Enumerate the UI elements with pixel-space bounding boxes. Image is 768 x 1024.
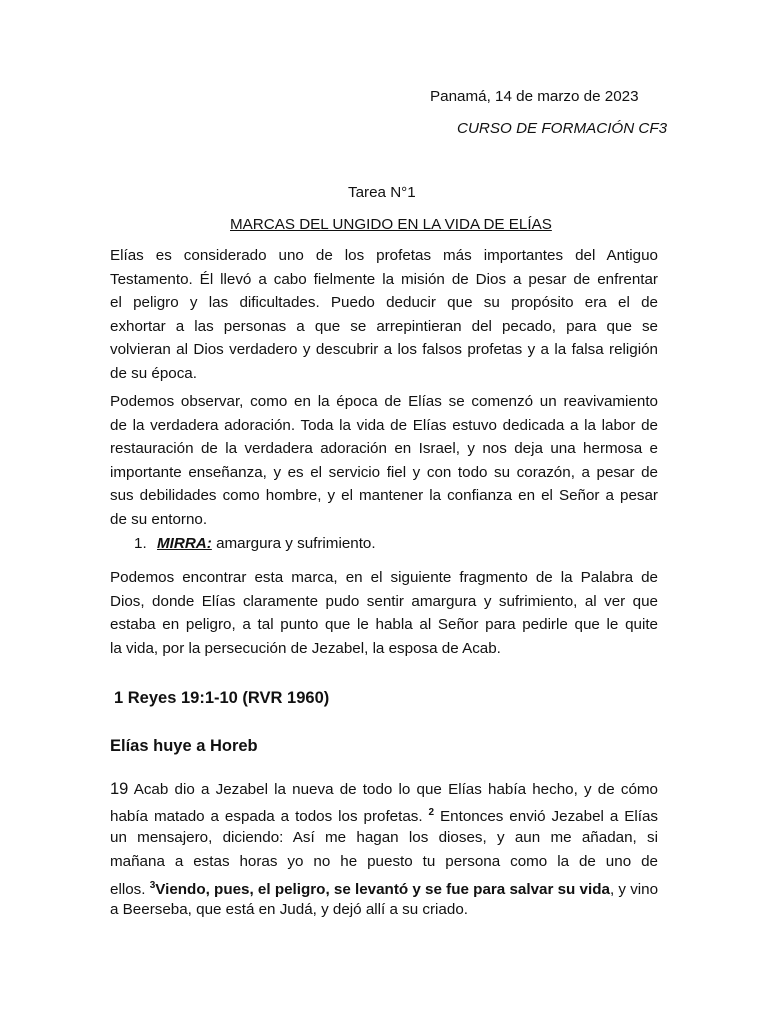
passage-subtitle: Elías huye a Horeb <box>110 737 258 755</box>
paragraph-line: restauración de la verdadera adoración en Israel, y nos deja una hermosa e <box>110 440 658 457</box>
paragraph-line: Dios, donde Elías claramente pudo sentir amargura y sufrimiento, al ver que <box>110 592 658 610</box>
verse-number: 3 <box>149 880 156 892</box>
bible-passage <box>110 777 658 923</box>
paragraph-line: de la verdadera adoración. Toda la vida de Elías estuvo dedicada a la labor de <box>110 416 658 434</box>
highlighted-verse: Viendo, pues, el peligro, se levantó y se fue para salvar su vida <box>155 881 610 899</box>
paragraph-line: Podemos observar, como en la época de Elías se comenzó un reavivamiento <box>110 393 658 410</box>
paragraph-line: exhortar a las personas a que se arrepintieran del pecado, para que se <box>110 317 658 335</box>
verse-number: 2 <box>428 807 435 819</box>
course-name: CURSO DE FORMACIÓN CF3 <box>457 120 668 137</box>
task-label: Tarea N°1 <box>348 184 416 201</box>
paragraph-intro <box>110 244 658 385</box>
chapter-number: 19 <box>110 780 129 798</box>
paragraph-line: Testamento. Él llevó a cabo fielmente la misión de Dios a pesar de enfrentar <box>110 270 658 288</box>
paragraph-revival <box>110 390 658 531</box>
list-number: 1. <box>134 535 147 552</box>
passage-line: a Beerseba, que está en Judá, y dejó allí a su criado. <box>110 901 468 919</box>
paragraph-line: estaba en peligro, a tal punto que le habla al Señor para pedirle que le quite <box>110 616 658 634</box>
paragraph-line: de su época. <box>110 364 197 382</box>
paragraph-line: volvieran al Dios verdadero y descubrir a los falsos profetas y a la falsa religión <box>110 341 658 358</box>
passage-line: mañana a estas horas yo no he puesto tu persona como la de uno de <box>110 852 658 870</box>
passage-line: había matado a espada a todos los profetas. $^2$ Entonces envió Jezabel a Elías <box>110 807 658 826</box>
paragraph-mark <box>110 566 658 661</box>
list-item-mirra <box>134 535 376 552</box>
document-date: Panamá, 14 de marzo de 2023 <box>430 88 639 105</box>
paragraph-line: Elías es considerado uno de los profetas más importantes del Antiguo <box>110 247 658 264</box>
bible-reference: 1 Reyes 19:1-10 (RVR 1960) <box>114 689 330 707</box>
paragraph-line: sus debilidades como hombre, y el mantener la confianza en el Señor a pesar <box>110 487 658 504</box>
paragraph-line: la vida, por la persecución de Jezabel, la esposa de Acab. <box>110 640 501 658</box>
paragraph-line: importante enseñanza, y es el servicio fiel y con todo su corazón, a pesar de <box>110 463 658 481</box>
document-title: MARCAS DEL UNGIDO EN LA VIDA DE ELÍAS <box>230 216 552 233</box>
paragraph-line: el peligro y las dificultades. Puedo deducir que su propósito era el de <box>110 294 658 311</box>
passage-line: un mensajero, diciendo: Así me hagan los dioses, y aun me añadan, si <box>110 828 658 846</box>
passage-line: 19 Acab dio a Jezabel la nueva de todo lo que Elías había hecho, y de cómo <box>110 780 658 798</box>
list-keyword: MIRRA: <box>157 535 212 552</box>
paragraph-line: Podemos encontrar esta marca, en el siguiente fragmento de la Palabra de <box>110 569 658 586</box>
passage-line: ellos. $^3$Viendo, pues, el peligro, se levantó y se fue para salvar su vida, y vino <box>110 880 659 899</box>
list-text: amargura y sufrimiento. <box>211 535 376 552</box>
paragraph-line: de su entorno. <box>110 510 208 528</box>
